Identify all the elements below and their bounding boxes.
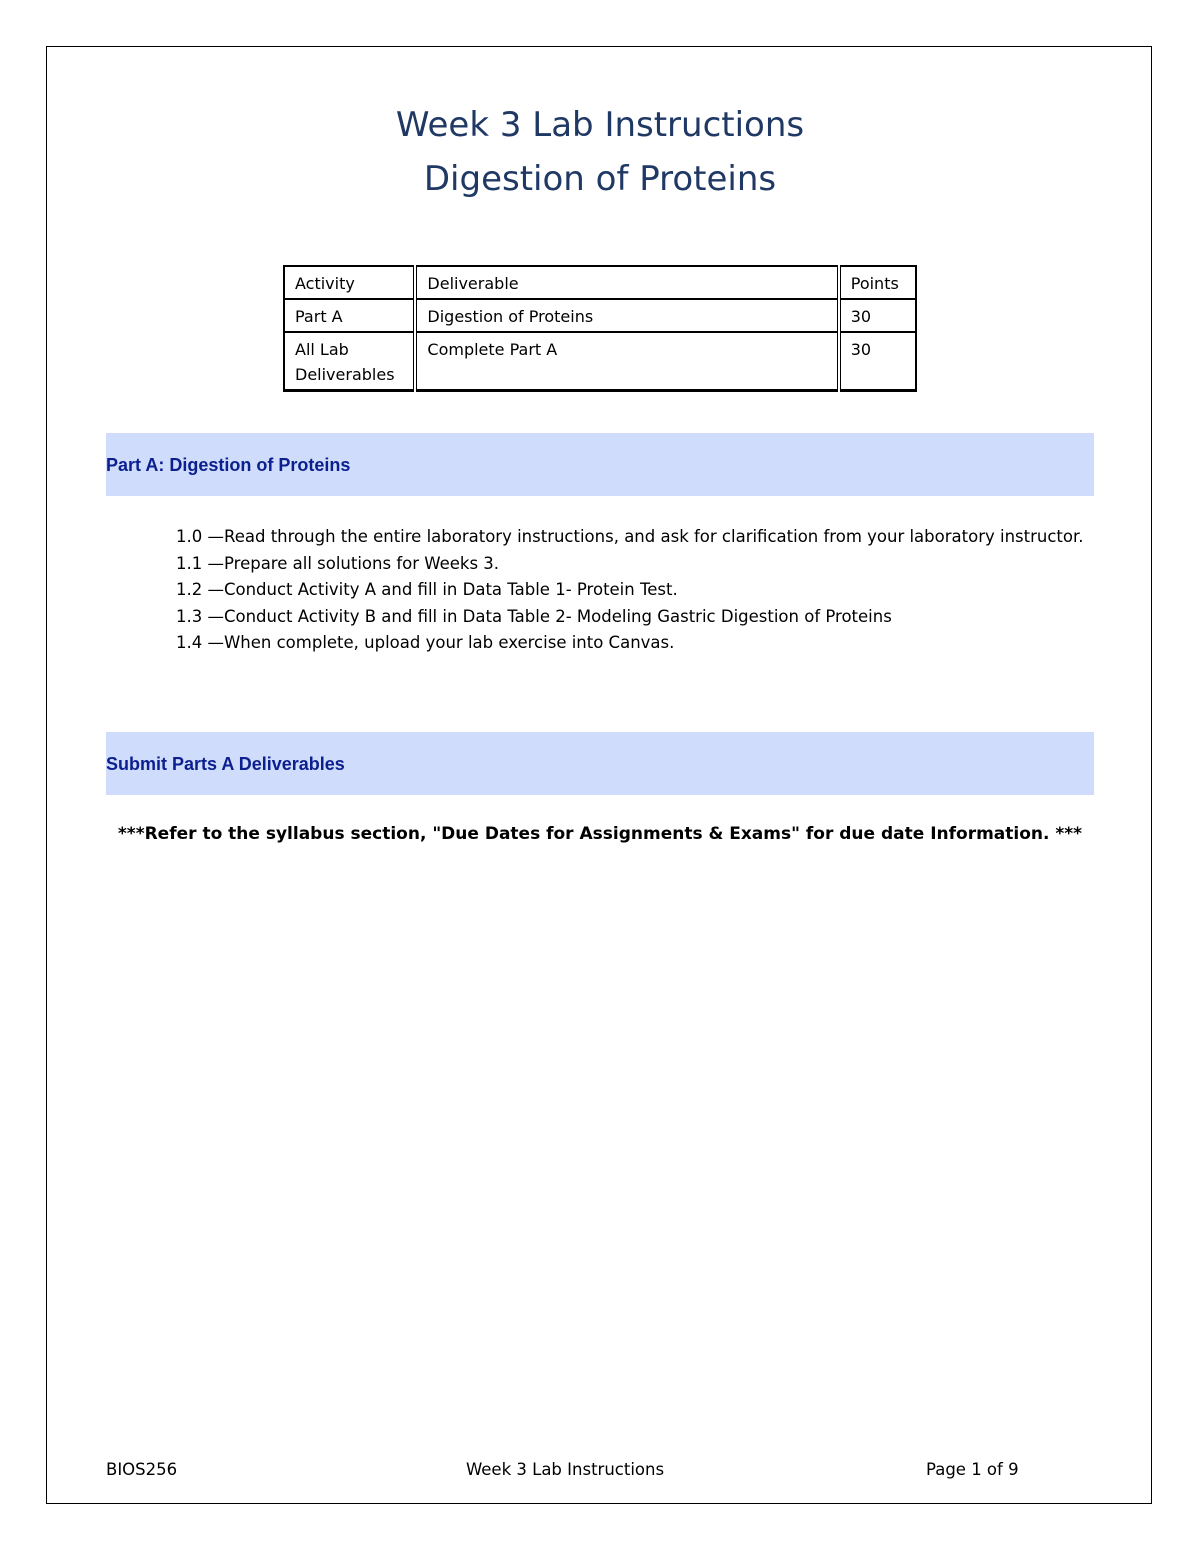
table-cell-points: 30 — [839, 299, 916, 332]
submit-heading: Submit Parts A Deliverables — [106, 754, 345, 774]
page-subtitle: Digestion of Proteins — [423, 159, 777, 199]
table-cell-activity: Part A — [284, 299, 415, 332]
step-item: 1.3 —Conduct Activity B and fill in Data Table 2- Modeling Gastric Digestion of Proteins — [176, 606, 892, 626]
due-date-note: ***Refer to the syllabus section, "Due Dates for Assignments & Exams" for due date Information. *** — [117, 824, 1083, 844]
deliverables-table — [283, 265, 917, 392]
step-item: 1.0 —Read through the entire laboratory instructions, and ask for clarification from your laboratory instructor. — [176, 527, 1084, 546]
table-cell-deliverable: Complete Part A — [415, 332, 838, 391]
section-a-banner — [106, 433, 1094, 496]
table-cell-deliverable: Digestion of Proteins — [415, 299, 838, 332]
table-cell-activity: All Lab Deliverables — [284, 332, 415, 391]
header-deliverable: Deliverable — [415, 266, 838, 299]
step-item: 1.4 —When complete, upload your lab exercise into Canvas. — [176, 633, 675, 652]
table-header-row — [284, 266, 916, 299]
footer-course: BIOS256 — [106, 1460, 178, 1479]
step-item: 1.1 —Prepare all solutions for Weeks 3. — [176, 553, 500, 573]
header-activity: Activity — [284, 266, 415, 299]
footer-page-number: Page 1 of 9 — [926, 1460, 1019, 1479]
header-points: Points — [839, 266, 916, 299]
footer-title: Week 3 Lab Instructions — [465, 1460, 665, 1479]
table-cell-points: 30 — [839, 332, 916, 391]
page-title: Week 3 Lab Instructions — [395, 105, 805, 145]
table-row — [284, 299, 916, 332]
section-a-heading: Part A: Digestion of Proteins — [106, 455, 351, 475]
table-row — [284, 332, 916, 391]
instruction-steps — [106, 524, 1094, 657]
submit-banner — [106, 732, 1094, 795]
step-item: 1.2 —Conduct Activity A and fill in Data Table 1- Protein Test. — [176, 580, 678, 599]
